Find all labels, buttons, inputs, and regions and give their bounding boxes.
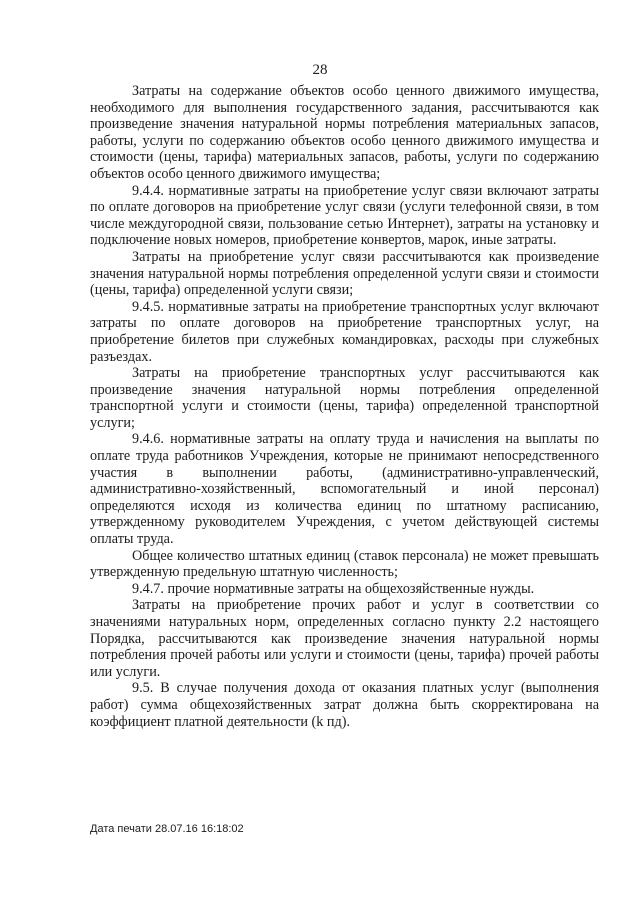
paragraph-movable-property-costs: Затраты на содержание объектов особо ценного движимого имущества, необходимого для выполнения государственного задания, рассчитываются как произведение значения натуральной нормы потребления материальных запасов, работы, услуги по содержанию объектов особо ценного движимого имущества и стоимости (цены, тарифа) материальных запасов, работы, услуги по содержанию объектов особо ценного движимого имущества; bbox=[90, 83, 599, 182]
paragraph-staff-count: Общее количество штатных единиц (ставок персонала) не может превышать утвержденную предельную штатную численность; bbox=[90, 547, 599, 581]
paragraph-9-5: 9.5. В случае получения дохода от оказания платных услуг (выполнения работ) сумма общехозяйственных затрат должна быть скорректирована на коэффициент платной деятельности (k пд). bbox=[90, 680, 599, 730]
paragraph-9-4-5: 9.4.5. нормативные затраты на приобретение транспортных услуг включают затраты по оплате договоров на приобретение транспортных услуг, на приобретение билетов при служебных командировках, расходы при служебных разъездах. bbox=[90, 298, 599, 365]
paragraph-9-4-6: 9.4.6. нормативные затраты на оплату труда и начисления на выплаты по оплате труда работников Учреждения, которые не принимают непосредственного участия в выполнении работы, (административно-управленческий, административно-хозяйственный, вспомогательный и иной персонал) определяются исходя из количества единиц по штатному расписанию, утвержденному руководителем Учреждения, с учетом действующей системы оплаты труда. bbox=[90, 431, 599, 548]
paragraph-transport-costs: Затраты на приобретение транспортных услуг рассчитываются как произведение значения натуральной нормы потребления определенной транспортной услуги и стоимости (цены, тарифа) определенной транспортной услуги; bbox=[90, 365, 599, 431]
paragraph-9-4-4: 9.4.4. нормативные затраты на приобретение услуг связи включают затраты по оплате договоров на приобретение услуг связи (услуги телефонной связи, в том числе междугородной связи, пользование сетью Интернет), затраты на установку и подключение новых номеров, приобретение конвертов, марок, иные затраты. bbox=[90, 182, 599, 249]
page-number: 28 bbox=[312, 62, 328, 78]
paragraph-other-works-costs: Затраты на приобретение прочих работ и услуг в соответствии со значениями натуральных норм, определенных согласно пункту 2.2 настоящего Порядка, рассчитываются как произведение значения натуральной нормы потребления прочей работы или услуги и стоимости (цены, тарифа) прочей работы или услуги. bbox=[90, 597, 599, 680]
print-date-footer: Дата печати 28.07.16 16:18:02 bbox=[90, 823, 244, 835]
paragraph-9-4-7: 9.4.7. прочие нормативные затраты на общехозяйственные нужды. bbox=[132, 580, 535, 597]
paragraph-communication-costs: Затраты на приобретение услуг связи рассчитываются как произведение значения натуральной нормы потребления определенной услуги связи и стоимости (цены, тарифа) определенной услуги связи; bbox=[90, 248, 599, 299]
document-body bbox=[90, 83, 599, 730]
